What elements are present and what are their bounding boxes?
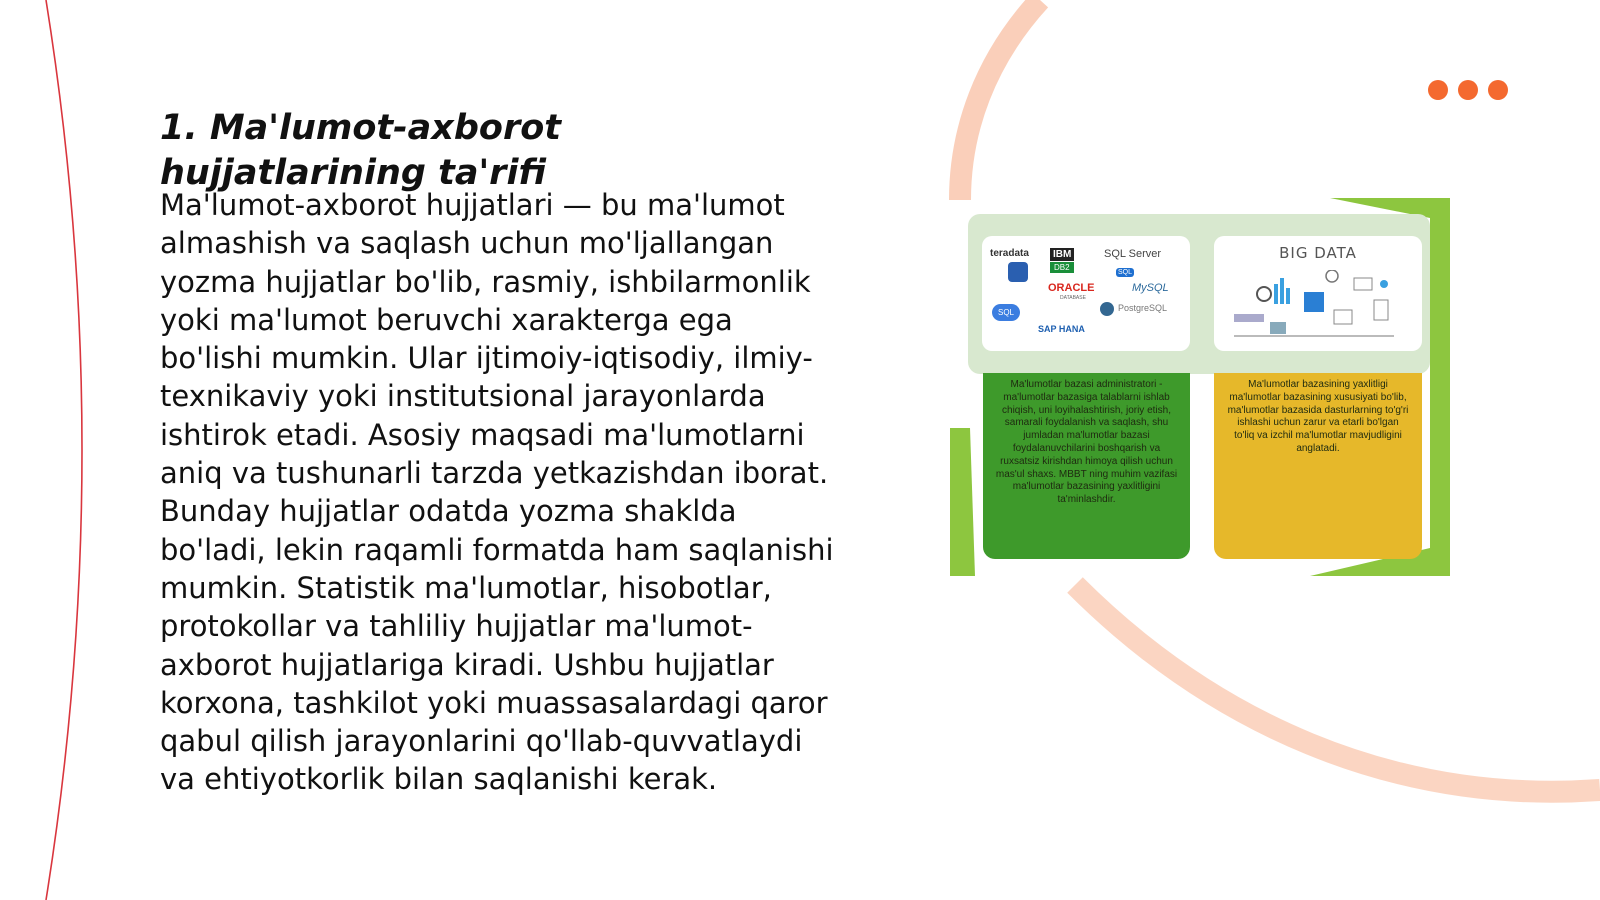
database-figure <box>950 198 1450 576</box>
database-cylinder-icon <box>1008 262 1028 282</box>
dba-definition-card <box>983 373 1190 559</box>
sql-badge-icon: SQL <box>1118 269 1133 276</box>
mysql-logo: MySQL <box>1132 282 1169 294</box>
postgresql-logo: PostgreSQL <box>1118 303 1168 313</box>
slide-title: 1. Ma'lumot-axborot hujjatlarining ta'rifi <box>160 108 562 193</box>
ibm-logo: IBM <box>1050 248 1074 261</box>
dot-1 <box>1428 80 1448 100</box>
cloud-sql-icon: SQL <box>992 304 1020 321</box>
big-data-illustration-icon <box>1234 270 1404 340</box>
integrity-definition-text: Ma'lumotlar bazasining yaxlitligi ma'lumotlar bazasining xususiyati bo'lib, ma'lumotlar bazasida dasturlarning to'g'ri ishlashi uchun zarur va etarli bo'lgan to'liq va izchil ma'lumotlar mavjudligini anglatadi. <box>1227 379 1409 454</box>
dba-definition-text: Ma'lumotlar bazasi administratori - ma'lumotlar bazasiga talablarni ishlab chiqish, uni loyihalashtirish, joriy etish, samarali foydalanish va saqlash, shu jumladan ma'lumotlar bazasi foydalanuvchilarini boshqarish va ruxsatsiz kirishdan himoya qilish uchun mas'ul shaxs. MBBT ning muhim vazifasi ma'lumotlar bazasining yaxlitligini ta'minlashdir. <box>995 379 1178 506</box>
oracle-database-label: DATABASE <box>1060 295 1086 301</box>
dot-2 <box>1458 80 1478 100</box>
teradata-logo: teradata <box>990 248 1029 259</box>
sqlserver-logo: SQL Server <box>1104 248 1162 260</box>
big-data-panel <box>1214 236 1422 351</box>
integrity-definition-card <box>1214 373 1422 559</box>
elephant-icon <box>1100 302 1114 316</box>
red-curve-line <box>46 0 82 900</box>
sap-hana-logo: SAP HANA <box>1038 324 1085 334</box>
dot-3 <box>1488 80 1508 100</box>
peach-arc-upper <box>960 0 1040 200</box>
oracle-logo: ORACLE <box>1048 282 1095 294</box>
big-data-title: BIG DATA <box>1279 244 1357 262</box>
slide-body-text: Ma'lumot-axborot hujjatlari — bu ma'lumot almashish va saqlash uchun mo'ljallangan yozma hujjatlar bo'lib, rasmiy, ishbilarmonlik yoki ma'lumot beruvchi xarakterga ega bo'lishi mumkin. Ular ijtimoiy-iqtisodiy, ilmiy-texnikaviy yoki institutsional jarayonlarda ishtirok etadi. Asosiy maqsadi ma'lumotlarni aniq va tushunarli tarzda yetkazishdan iborat. Bunday hujjatlar odatda yozma shaklda bo'ladi, lekin raqamli formatda ham saqlanishi mumkin. Statistik ma'lumotlar, hisobotlar, protokollar va tahliliy hujjatlar ma'lumot-axborot hujjatlariga kiradi. Ushbu hujjatlar korxona, tashkilot yoki muassasalardagi qaror qabul qilish jarayonlarini qo'llab-quvvatlaydi va ehtiyotkorlik bilan saqlanishi kerak. <box>160 188 834 797</box>
database-logos-panel <box>982 236 1190 351</box>
db2-logo: DB2 <box>1050 262 1074 273</box>
peach-arc-lower <box>1075 585 1600 792</box>
dots-decoration <box>1428 80 1508 100</box>
